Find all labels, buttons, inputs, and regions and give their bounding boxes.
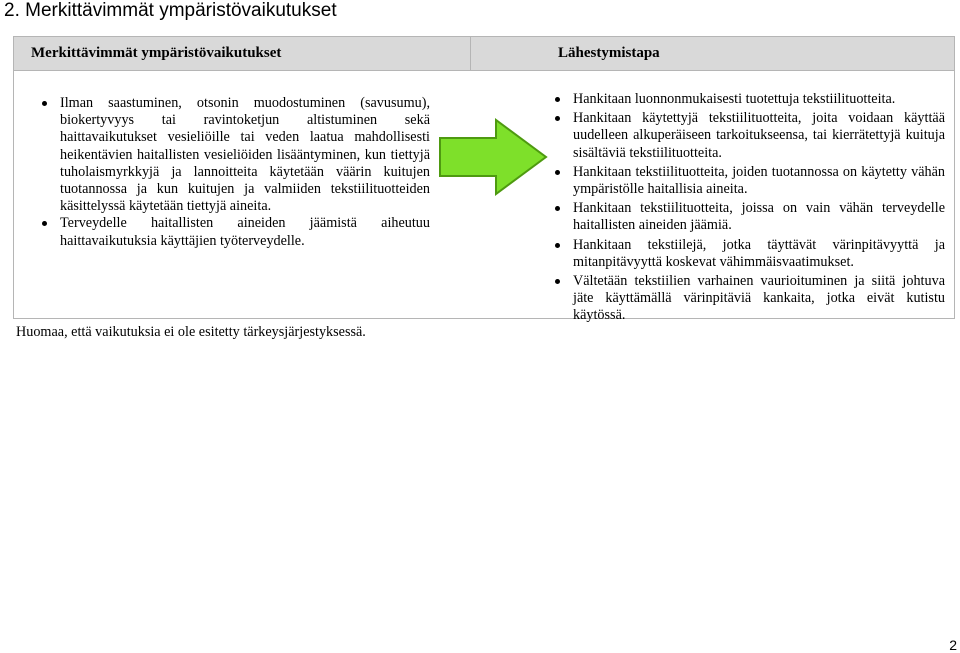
impacts-list <box>38 95 430 250</box>
approach-item: Hankitaan tekstiilituotteita, joiden tuotannossa on käytetty vähän ympäristölle haitallisia aineita. <box>551 164 945 198</box>
approach-item: Vältetään tekstiilien varhainen vaurioituminen ja siitä johtuva jäte käyttämällä värinpitäviä kankaita, jotka eivät kutistu käytössä. <box>551 273 945 325</box>
impacts-table <box>13 36 955 340</box>
right-arrow-icon <box>438 118 548 196</box>
approach-item: Hankitaan tekstiilituotteita, joissa on vain vähän terveydelle haitallisten aineiden jäämiä. <box>551 200 945 234</box>
approach-item: Hankitaan käytettyjä tekstiilituotteita, joita voidaan käyttää uudelleen alkuperäiseen tarkoitukseensa, tai kierrätettyjä kuituja sisältäviä tekstiilituotteita. <box>551 110 945 162</box>
section-title: 2. Merkittävimmät ympäristövaikutukset <box>4 0 337 21</box>
header-divider <box>470 37 471 71</box>
approach-list <box>551 91 945 327</box>
header-impacts: Merkittävimmät ympäristövaikutukset <box>31 45 282 61</box>
impact-item: Ilman saastuminen, otsonin muodostuminen (savusumu), biokertyvyys tai ravintoketjun altistuminen sekä haittavaikutukset vesieliöille tai veden laatua mahdollisesti heikentävien haitallisten vesieliöiden lisääntyminen, kun tiettyjä tuholaismyrkkyjä ja lannoitteita käytetään väärin kuitujen tuotannossa ja kun kuitujen ja valmiiden tekstiilituotteiden käsittelyssä käytetään tiettyjä aineita. <box>38 95 430 215</box>
header-approach: Lähestymistapa <box>558 45 660 61</box>
impact-item: Terveydelle haitallisten aineiden jäämistä aiheutuu haittavaikutuksia käyttäjien työterveydelle. <box>38 215 430 249</box>
page-number: 2 <box>949 637 957 653</box>
approach-item: Hankitaan luonnonmukaisesti tuotettuja tekstiilituotteita. <box>551 91 945 108</box>
approach-item: Hankitaan tekstiilejä, jotka täyttävät värinpitävyyttä ja mitanpitävyyttä koskevat vähimmäisvaatimukset. <box>551 237 945 271</box>
priority-note: Huomaa, että vaikutuksia ei ole esitetty tärkeysjärjestyksessä. <box>16 324 366 340</box>
table-header-row <box>14 37 954 71</box>
